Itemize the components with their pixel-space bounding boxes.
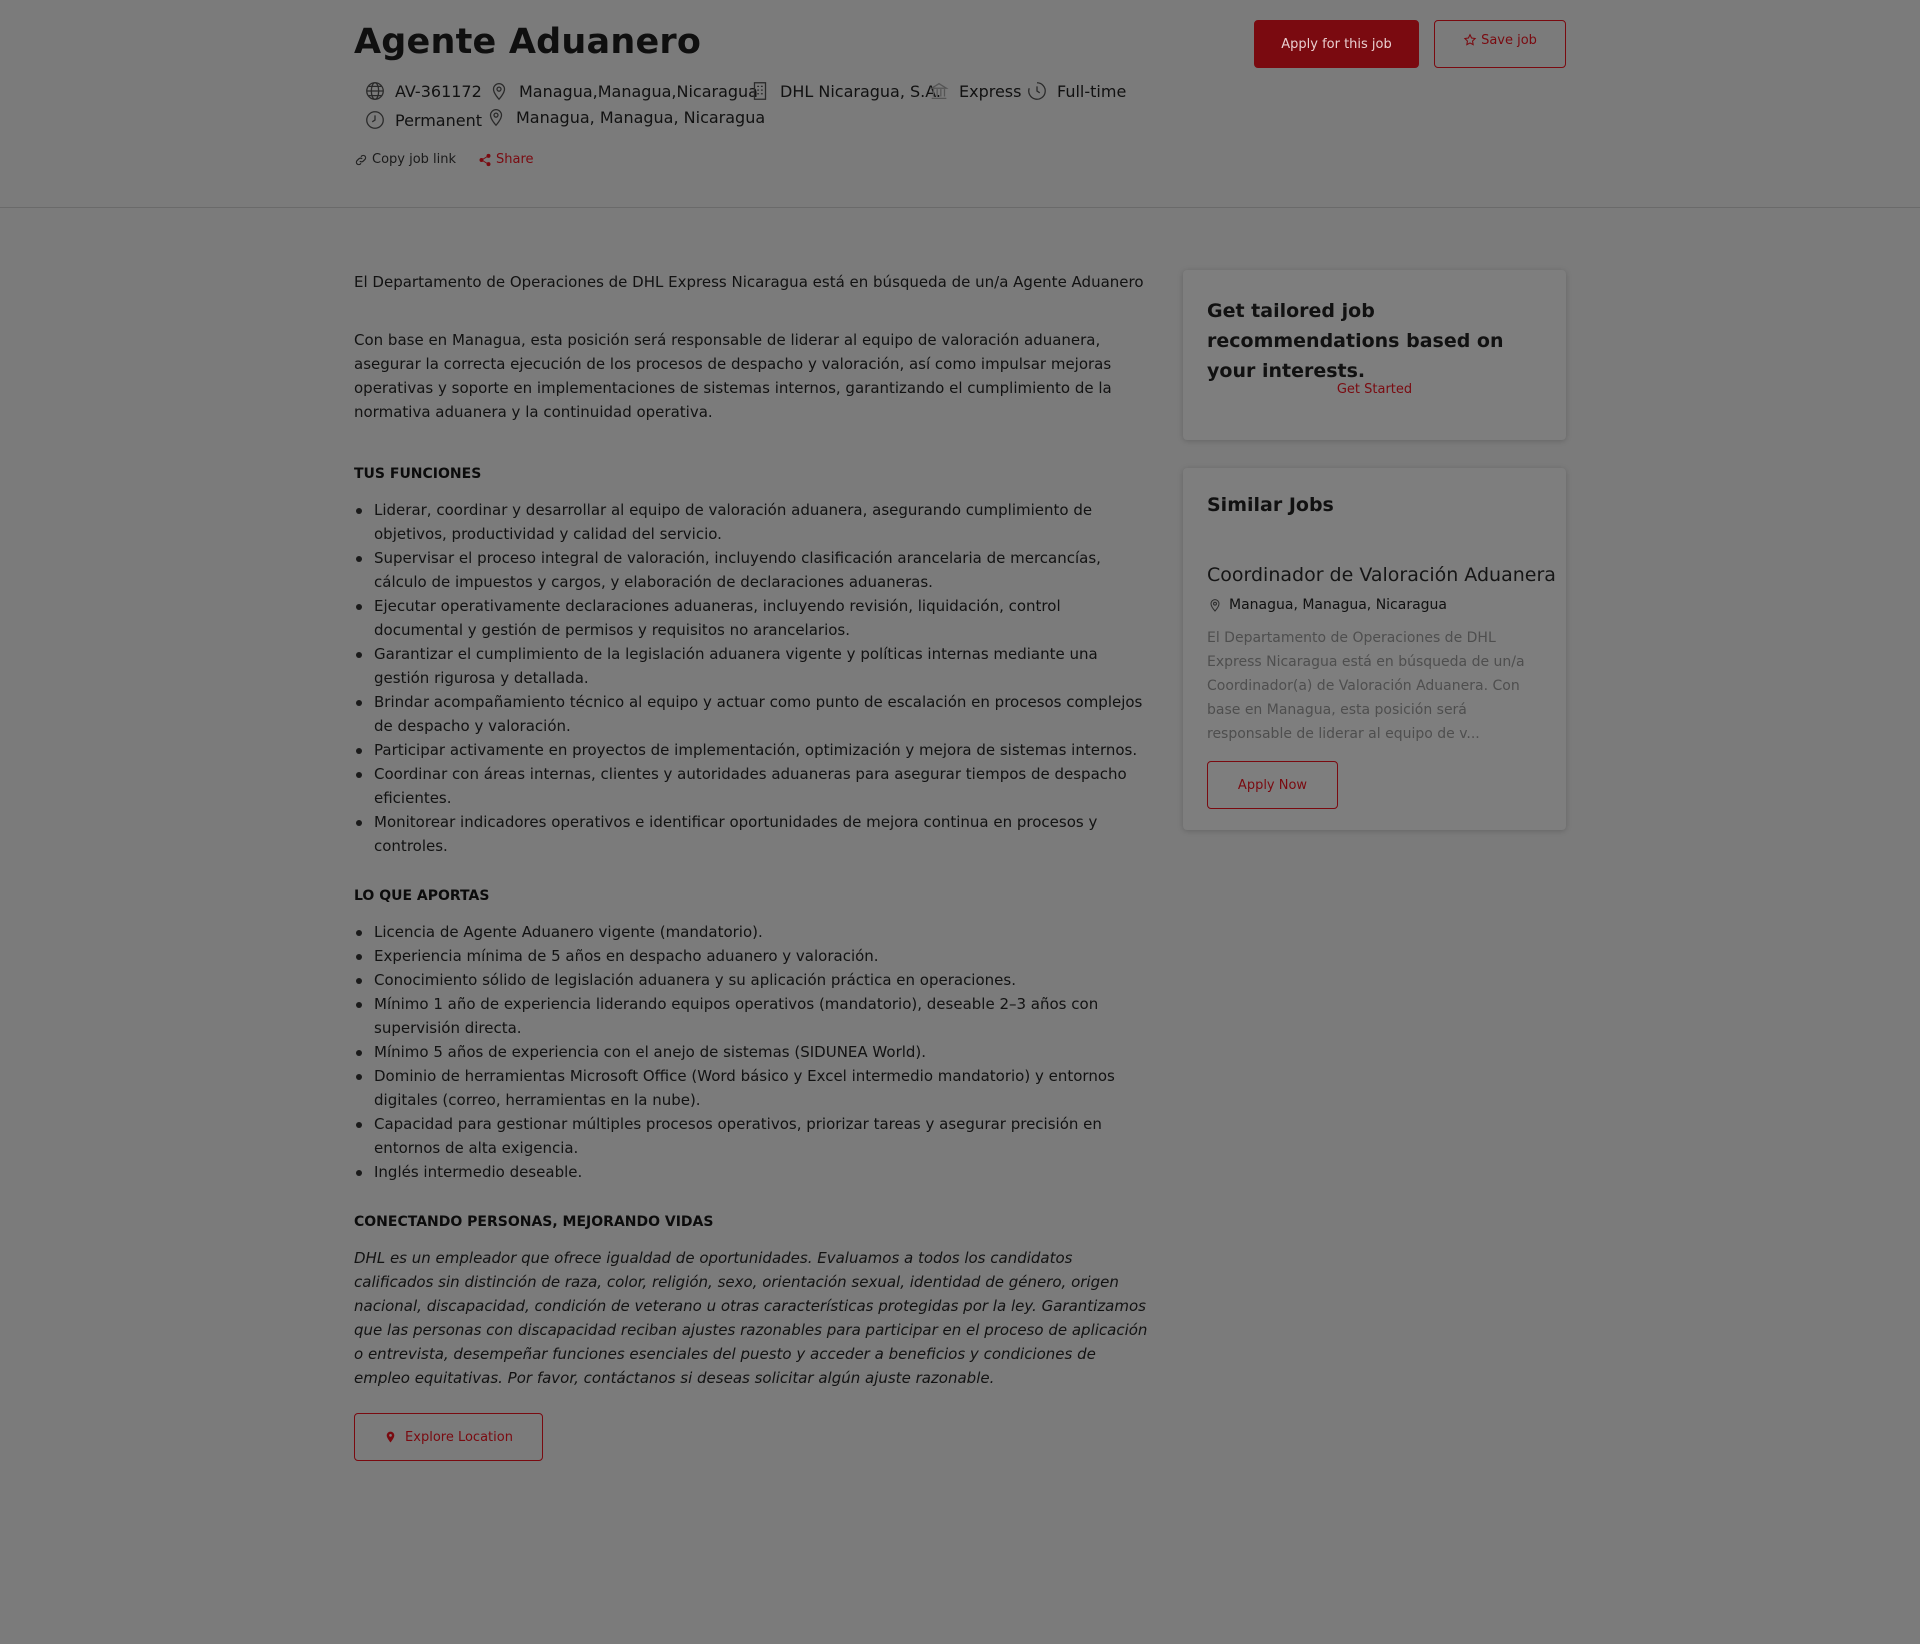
similar-job-location xyxy=(1207,596,1447,614)
similar-jobs-title: Similar Jobs xyxy=(1207,494,1334,516)
list-item: Inglés intermedio deseable. xyxy=(354,1160,1150,1184)
share-icon xyxy=(478,153,492,167)
job-header xyxy=(0,0,1920,208)
equal-opportunity-text: DHL es un empleador que ofrece igualdad de oportunidades. Evaluamos a todos los candidatos calificados sin distinción de raza, color, religión, sexo, orientación sexual, identidad de género, origen nacional, discapacidad, condición de veterano u otras características protegidas por la ley. Garantizamos que las personas con discapacidad reciban ajustes razonables para participar en el proceso de aplicación o entrevista, desempeñar funciones esenciales del puesto y acceder a beneficios y condiciones de empleo equitativas. Por favor, contáctanos si deseas solicitar algún ajuste razonable. xyxy=(354,1249,1148,1387)
list-item: Ejecutar operativamente declaraciones aduaneras, incluyendo revisión, liquidación, control documental y gestión de permisos y requisitos no arancelarios. xyxy=(354,594,1150,642)
meta-job-id xyxy=(364,80,482,102)
save-job-label: Save job xyxy=(1481,33,1537,48)
apply-for-job-button[interactable]: Apply for this job xyxy=(1254,20,1419,68)
job-description xyxy=(354,270,1150,1390)
location-short-text: Managua,Managua,Nicaragua xyxy=(519,81,758,101)
division-text: Express xyxy=(959,81,1022,101)
aportas-list xyxy=(354,920,1150,1184)
list-item: Capacidad para gestionar múltiples procesos operativos, priorizar tareas y asegurar precisión en entornos de alta exigencia. xyxy=(354,1112,1150,1160)
funciones-list xyxy=(354,498,1150,858)
list-item: Mínimo 1 año de experiencia liderando equipos operativos (mandatorio), deseable 2–3 años con supervisión directa. xyxy=(354,992,1150,1040)
copy-job-link[interactable] xyxy=(354,152,456,167)
recommendations-title: Get tailored job recommendations based on your interests. xyxy=(1207,300,1504,382)
company-text: DHL Nicaragua, S.A. xyxy=(780,81,942,101)
star-icon xyxy=(1463,33,1477,47)
map-marker-icon xyxy=(384,1430,397,1444)
recommendations-card xyxy=(1183,270,1566,440)
similar-job-title-link[interactable]: Coordinador de Valoración Aduanera xyxy=(1207,564,1556,586)
list-item: Monitorear indicadores operativos e identificar oportunidades de mejora continua en procesos y controles. xyxy=(354,810,1150,858)
list-item: Liderar, coordinar y desarrollar al equipo de valoración aduanera, asegurando cumplimiento de objetivos, productividad y calidad del servicio. xyxy=(354,498,1150,546)
list-item: Mínimo 5 años de experiencia con el anejo de sistemas (SIDUNEA World). xyxy=(354,1040,1150,1064)
bank-icon xyxy=(928,80,950,102)
share-link[interactable] xyxy=(478,152,534,167)
list-item: Brindar acompañamiento técnico al equipo y actuar como punto de escalación en procesos complejos de despacho y valoración. xyxy=(354,690,1150,738)
list-item: Conocimiento sólido de legislación aduanera y su aplicación práctica en operaciones. xyxy=(354,968,1150,992)
section-title-conectando: CONECTANDO PERSONAS, MEJORANDO VIDAS xyxy=(354,1214,714,1230)
location-full-text: Managua, Managua, Nicaragua xyxy=(516,107,766,127)
clock-icon xyxy=(1026,80,1048,102)
list-item: Experiencia mínima de 5 años en despacho aduanero y valoración. xyxy=(354,944,1150,968)
map-pin-icon xyxy=(485,106,507,128)
link-icon xyxy=(354,153,368,167)
list-item: Dominio de herramientas Microsoft Office (Word básico y Excel intermedio mandatorio) y entornos digitales (correo, herramientas en la nube). xyxy=(354,1064,1150,1112)
get-started-link[interactable]: Get Started xyxy=(1336,382,1413,397)
contract-text: Permanent xyxy=(395,110,483,130)
schedule-text: Full-time xyxy=(1057,81,1127,101)
copy-job-link-label: Copy job link xyxy=(372,152,457,167)
meta-company xyxy=(749,80,941,102)
map-pin-icon xyxy=(488,80,510,102)
list-item: Garantizar el cumplimiento de la legislación aduanera vigente y políticas internas mediante una gestión rigurosa y detallada. xyxy=(354,642,1150,690)
apply-now-button[interactable]: Apply Now xyxy=(1207,761,1338,809)
contract-clock-icon xyxy=(364,109,386,131)
page-title: Agente Aduanero xyxy=(354,22,702,62)
intro-text: El Departamento de Operaciones de DHL Express Nicaragua está en búsqueda de un/a Agente Aduanero xyxy=(354,273,1144,291)
meta-contract xyxy=(364,109,482,131)
explore-location-button[interactable] xyxy=(354,1413,543,1461)
similar-jobs-card xyxy=(1183,468,1566,830)
meta-division xyxy=(928,80,1021,102)
save-job-button[interactable] xyxy=(1434,20,1566,68)
list-item: Supervisar el proceso integral de valoración, incluyendo clasificación arancelaria de mercancías, cálculo de impuestos y cargos, y elaboración de declaraciones aduaneras. xyxy=(354,546,1150,594)
section-title-funciones: TUS FUNCIONES xyxy=(354,466,482,482)
map-pin-icon xyxy=(1207,596,1223,614)
section-title-aportas: LO QUE APORTAS xyxy=(354,888,490,904)
similar-job-snippet: El Departamento de Operaciones de DHL Express Nicaragua está en búsqueda de un/a Coordinador(a) de Valoración Aduanera. Con base en Managua, esta posición será responsable de liderar al equipo de v... xyxy=(1207,630,1525,742)
share-label: Share xyxy=(496,152,534,167)
globe-icon xyxy=(364,80,386,102)
explore-location-label: Explore Location xyxy=(405,1429,513,1445)
list-item: Participar activamente en proyectos de implementación, optimización y mejora de sistemas internos. xyxy=(354,738,1150,762)
list-item: Coordinar con áreas internas, clientes y autoridades aduaneras para asegurar tiempos de despacho eficientes. xyxy=(354,762,1150,810)
meta-location-short xyxy=(488,80,758,102)
list-item: Licencia de Agente Aduanero vigente (mandatorio). xyxy=(354,920,1150,944)
meta-schedule xyxy=(1026,80,1126,102)
building-icon xyxy=(749,80,771,102)
summary-text: Con base en Managua, esta posición será responsable de liderar al equipo de valoración aduanera, asegurar la correcta ejecución de los procesos de despacho y valoración, así como impulsar mejoras operativas y soporte en implementaciones de sistemas internos, garantizando el cumplimiento de la normativa aduanera y la continuidad operativa. xyxy=(354,331,1112,421)
similar-job-location-text: Managua, Managua, Nicaragua xyxy=(1229,597,1448,613)
meta-location-full xyxy=(485,106,765,128)
job-id-text: AV-361172 xyxy=(395,81,482,101)
